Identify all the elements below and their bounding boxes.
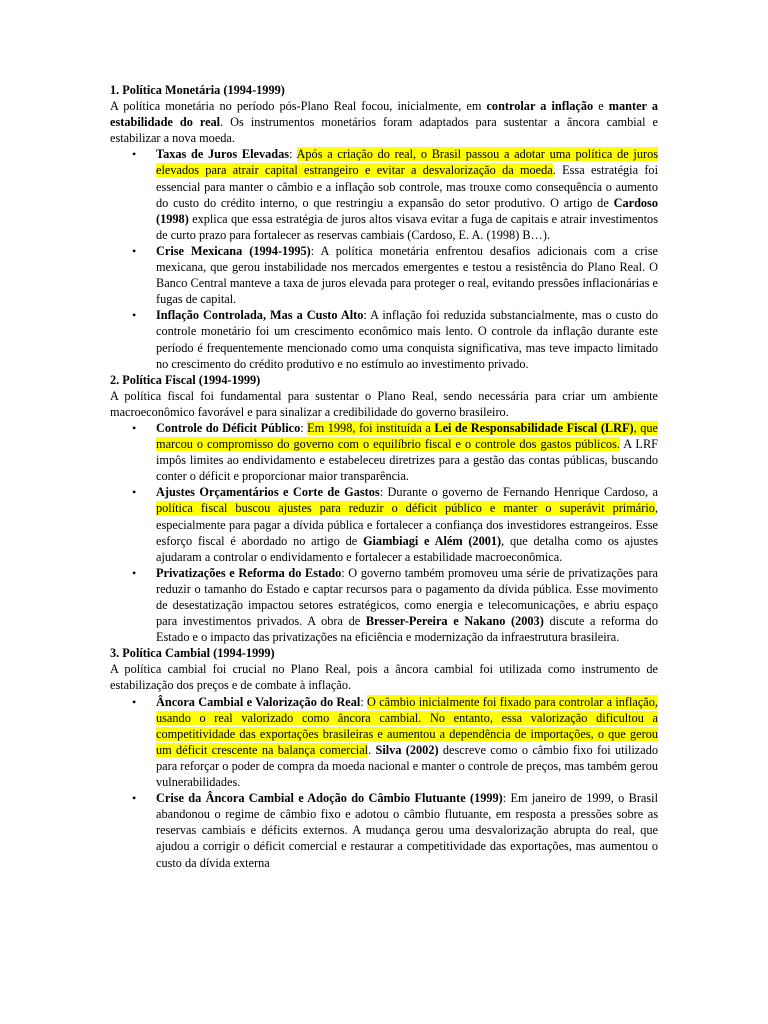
bullet-item xyxy=(110,694,658,791)
text-run: Âncora Cambial e Valorização do Real xyxy=(156,694,361,709)
bullet-item xyxy=(110,420,658,484)
text-run: A LRF impôs limites ao endividamento e estabeleceu diretrizes para a gestão das contas públicas, buscando conter o déficit e proporcionar maior transparência. xyxy=(156,437,658,484)
bullet-item xyxy=(110,146,658,243)
text-run: controlar a inflação xyxy=(486,99,594,114)
text-run: discute a reforma do Estado e o impacto das privatizações na eficiência e modernização da infraestrutura brasileira. xyxy=(156,614,658,645)
document-page xyxy=(110,82,658,871)
text-run: Taxas de Juros Elevadas xyxy=(156,147,290,162)
bullet-item xyxy=(110,790,658,870)
text-run: A política cambial foi crucial no Plano Real, pois a âncora cambial foi utilizada como instrumento de estabilização dos preços e de combate à inflação. xyxy=(110,662,658,693)
text-run: Privatizações e Reforma do Estado xyxy=(156,565,342,580)
text-run: descreve como o câmbio fixo foi utilizado para reforçar o poder de compra da moeda nacional e manter o controle de preços, mas também gerou vulnerabilidades. xyxy=(156,742,658,790)
text-run: : xyxy=(360,694,368,709)
text-run: manter a estabilidade do real xyxy=(110,99,659,130)
section-3 xyxy=(110,645,658,870)
bullet-item xyxy=(110,243,658,307)
bullet-item xyxy=(110,307,658,371)
text-run: Após a criação do real, o Brasil passou a adotar uma política de juros elevados para atrair capital estrangeiro e evitar a desvalorização da moeda xyxy=(156,147,658,178)
section-intro xyxy=(110,661,658,693)
text-run: Silva (2002) xyxy=(375,742,439,757)
section-1 xyxy=(110,82,658,372)
section-heading: 2. Política Fiscal (1994-1999) xyxy=(110,372,261,387)
text-run: . Essa estratégia foi essencial para manter o câmbio e a inflação sob controle, mas trouxe como consequência o aumento do custo do crédito interno, o que restringiu a expansão do setor produtivo. O artigo de xyxy=(156,163,658,210)
text-run: Crise Mexicana (1994-1995) xyxy=(156,243,311,258)
text-run: . Os instrumentos monetários foram adaptados para sustentar a âncora cambial e estabilizar a nova moeda. xyxy=(110,115,658,146)
text-run: Ajustes Orçamentários e Corte de Gastos xyxy=(156,485,380,500)
bullet-list xyxy=(110,146,658,371)
bullet-item xyxy=(110,484,658,564)
section-intro xyxy=(110,388,658,420)
text-run: : Durante o governo de Fernando Henrique Cardoso, a xyxy=(379,485,658,500)
text-run: e xyxy=(593,99,609,114)
text-run: , que marcou o compromisso do governo com o equilíbrio fiscal e o controle dos gastos públicos. xyxy=(156,420,658,452)
text-run: : A política monetária enfrentou desafios adicionais com a crise mexicana, que gerou instabilidade nos mercados emergentes e testou a resistência do Plano Real. O Banco Central manteve a taxa de juros elevada para proteger o real, evitando pressões inflacionárias e fugas de capital. xyxy=(156,243,658,307)
text-run: , que detalha como os ajustes ajudaram a controlar o endividamento e fortalecer a estabilidade macroeconômica. xyxy=(156,533,658,564)
text-run: Controle do Déficit Público xyxy=(156,420,301,435)
section-heading: 1. Política Monetária (1994-1999) xyxy=(110,83,285,97)
section-heading: 3. Política Cambial (1994-1999) xyxy=(110,646,275,661)
text-run: Crise da Âncora Cambial e Adoção do Câmbio Flutuante (1999) xyxy=(156,791,503,806)
text-run: : xyxy=(289,147,297,162)
text-run: explica que essa estratégia de juros altos visava evitar a fuga de capitais e atrair investimentos de curto prazo para fortalecer as reservas cambiais (Cardoso, E. A. (1998) B…). xyxy=(156,211,658,242)
text-run: A política monetária no período pós-Plano Real focou, inicialmente, em xyxy=(110,99,487,114)
text-run: política fiscal buscou ajustes para reduzir o déficit público e manter o superávit primário xyxy=(156,501,655,516)
bullet-list xyxy=(110,420,658,645)
text-run: : O governo também promoveu uma série de privatizações para reduzir o tamanho do Estado e captar recursos para o pagamento da dívida pública. Esse movimento de desestatização impactou setores estratégicos, como energia e telecomunicações, e abriu espaço para investimentos privados. A obra de xyxy=(156,565,658,629)
text-run: Em 1998, foi instituída a xyxy=(307,420,435,435)
text-run: Cardoso (1998) xyxy=(156,195,658,226)
text-run: : Em janeiro de 1999, o Brasil abandonou o regime de câmbio fixo e adotou o câmbio flutuante, em resposta a pressões sobre as reservas cambiais e déficits externos. A mudança gerou uma desvalorização abrupta do real, que ajudou a corrigir o déficit comercial e restaurar a competitividade das exportações, mas aumentou o custo da dívida externa xyxy=(156,791,658,870)
bullet-list xyxy=(110,694,658,871)
text-run: : xyxy=(300,420,308,435)
text-run: Bresser-Pereira e Nakano (2003) xyxy=(365,614,544,629)
bullet-item xyxy=(110,565,658,645)
text-run: Giambiagi e Além (2001) xyxy=(362,533,502,548)
text-run: O câmbio inicialmente foi fixado para controlar a inflação, usando o real valorizado como âncora cambial. No entanto, essa valorização dificultou a competitividade das exportações brasileiras e aumentou a dependência de importações, o que gerou um déficit crescente na balança comercial xyxy=(156,694,658,757)
text-run: : A inflação foi reduzida substancialmente, mas o custo do controle monetário foi um crescimento econômico mais lento. O controle da inflação durante este período é frequentemente mencionado como uma conquista significativa, mas teve impacto limitado no crescimento do crédito produtivo e no estímulo ao investimento privado. xyxy=(156,308,659,371)
text-run: . xyxy=(368,742,376,757)
text-run: A política fiscal foi fundamental para sustentar o Plano Real, sendo necessária para criar um ambiente macroeconômico favorável e para sinalizar a credibilidade do governo brasileiro. xyxy=(110,388,658,419)
text-run: Lei de Responsabilidade Fiscal (LRF) xyxy=(434,420,634,435)
section-intro xyxy=(110,98,658,146)
text-run: , especialmente para pagar a dívida pública e fortalecer a confiança dos investidores estrangeiros. Esse esforço fiscal é abordado no artigo de xyxy=(156,501,658,548)
section-2 xyxy=(110,372,658,646)
text-run: Inflação Controlada, Mas a Custo Alto xyxy=(156,308,364,323)
